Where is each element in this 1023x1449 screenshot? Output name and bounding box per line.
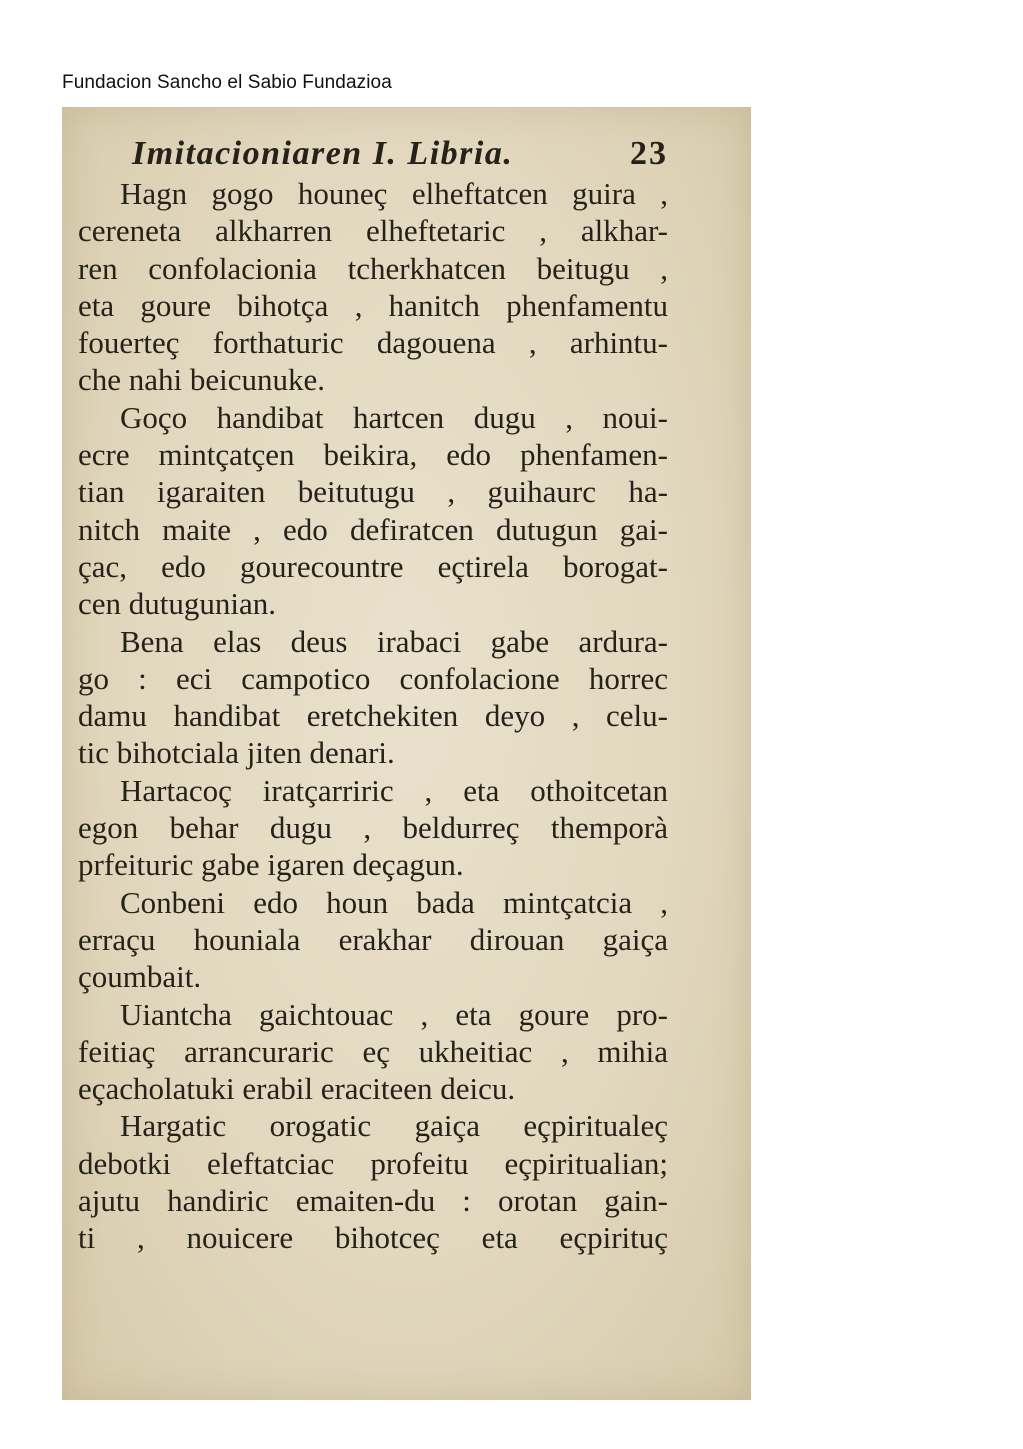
text-line: eta goure bihotça , hanitch phenfamentu [78, 287, 668, 323]
running-head [132, 135, 668, 175]
text-line: Goço handibat hartcen dugu , noui- [120, 399, 668, 435]
text-line: Uiantcha gaichtouac , eta goure pro- [120, 996, 668, 1032]
text-line: Conbeni edo houn bada mintçatcia , [120, 884, 668, 920]
paragraph-6 [78, 996, 678, 1108]
text-line: ecre mintçatçen beikira, edo phenfamen- [78, 437, 668, 473]
running-title: Imitacioniaren I. Libria. [132, 135, 514, 172]
text-line: Hargatic orogatic gaiça eçpiritualeç [120, 1108, 668, 1144]
text-line: debotki eleftatciac profeitu eçpiritualian; [78, 1145, 668, 1181]
text-line: egon behar dugu , beldurreç themporà [78, 810, 668, 846]
text-line: tic bihotciala jiten denari. [78, 735, 395, 771]
text-line: Bena elas deus irabaci gabe ardura- [120, 623, 668, 659]
text-line: tian igaraiten beitutugu , guihaurc ha- [78, 474, 668, 510]
text-line: cen dutugunian. [78, 586, 277, 622]
text-line: erraçu houniala erakhar dirouan gaiça [78, 921, 668, 957]
text-line: prfeituric gabe igaren deçagun. [78, 847, 464, 883]
scanned-page [62, 107, 751, 1400]
text-line: Hagn gogo houneç elheftatcen guira , [120, 176, 668, 211]
text-line: fouerteç forthaturic dagouena , arhintu- [78, 325, 668, 361]
paragraph-2 [78, 399, 678, 623]
text-line: ren confolacionia tcherkhatcen beitugu , [78, 250, 668, 286]
text-line: çoumbait. [78, 959, 202, 995]
paragraph-5 [78, 884, 678, 996]
text-line: che nahi beicunuke. [78, 362, 326, 398]
text-line: go : eci campotico confolacione horrec [78, 660, 668, 696]
paragraph-7 [78, 1107, 678, 1256]
paragraph-3 [78, 623, 678, 772]
text-line: çac, edo gourecountre eçtirela borogat- [78, 548, 668, 584]
text-line: ajutu handiric emaiten-du : orotan gain- [78, 1183, 668, 1219]
text-line: eçacholatuki erabil eraciteen deicu. [78, 1071, 516, 1107]
page-text [78, 135, 678, 1257]
text-line: nitch maite , edo defiratcen dutugun gai- [78, 511, 668, 547]
text-line: damu handibat eretchekiten deyo , celu- [78, 698, 668, 734]
library-watermark-header: Fundacion Sancho el Sabio Fundazioa [62, 72, 392, 93]
text-line: feitiaç arrancuraric eç ukheitiac , mihia [78, 1033, 668, 1069]
text-line: ti , nouicere bihotceç eta eçpirituç [78, 1220, 668, 1256]
page-number: 23 [630, 135, 668, 172]
paragraph-1 [78, 175, 678, 399]
text-line: Hartacoç iratçarriric , eta othoitcetan [120, 772, 668, 808]
paragraph-4 [78, 772, 678, 884]
text-line: cereneta alkharren elheftetaric , alkhar- [78, 213, 668, 249]
